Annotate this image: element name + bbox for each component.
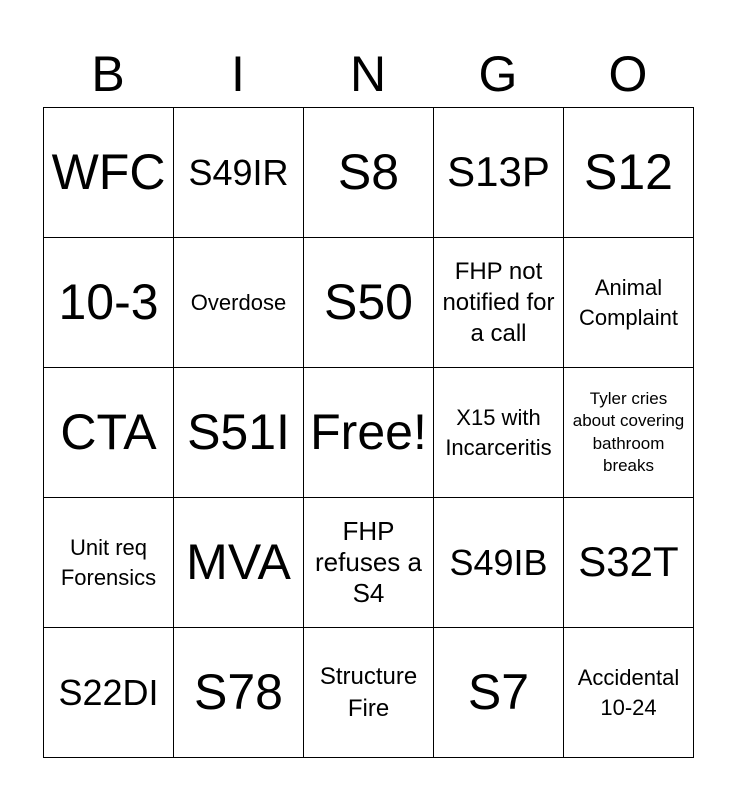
bingo-cell[interactable]: Tyler cries about covering bathroom breaks: [564, 368, 694, 498]
bingo-cell[interactable]: S49IR: [174, 108, 304, 238]
header-letter-g: G: [478, 46, 518, 102]
bingo-cell[interactable]: S49IB: [434, 498, 564, 628]
bingo-cell[interactable]: Animal Complaint: [564, 238, 694, 368]
bingo-card: [43, 107, 694, 758]
bingo-cell[interactable]: Overdose: [174, 238, 304, 368]
bingo-cell[interactable]: FHP not notified for a call: [434, 238, 564, 368]
bingo-cell[interactable]: S13P: [434, 108, 564, 238]
bingo-cell[interactable]: S32T: [564, 498, 694, 628]
header-letter-b: B: [91, 46, 125, 102]
bingo-cell-free[interactable]: Free!: [304, 368, 434, 498]
bingo-cell[interactable]: S51I: [174, 368, 304, 498]
bingo-cell[interactable]: S8: [304, 108, 434, 238]
header-letter-n: N: [349, 46, 387, 102]
bingo-cell[interactable]: S78: [174, 628, 304, 758]
bingo-cell[interactable]: S7: [434, 628, 564, 758]
bingo-header: [43, 40, 693, 108]
bingo-cell[interactable]: FHP refuses a S4: [304, 498, 434, 628]
bingo-cell[interactable]: S22DI: [44, 628, 174, 758]
bingo-cell[interactable]: Accidental 10-24: [564, 628, 694, 758]
bingo-cell[interactable]: S50: [304, 238, 434, 368]
bingo-cell[interactable]: 10-3: [44, 238, 174, 368]
bingo-cell[interactable]: CTA: [44, 368, 174, 498]
bingo-cell[interactable]: Unit req Forensics: [44, 498, 174, 628]
bingo-cell[interactable]: Structure Fire: [304, 628, 434, 758]
bingo-cell[interactable]: S12: [564, 108, 694, 238]
bingo-cell[interactable]: X15 with Incarceritis: [434, 368, 564, 498]
bingo-cell[interactable]: WFC: [44, 108, 174, 238]
header-letter-o: O: [608, 46, 648, 102]
header-letter-i: I: [231, 46, 245, 102]
bingo-cell[interactable]: MVA: [174, 498, 304, 628]
